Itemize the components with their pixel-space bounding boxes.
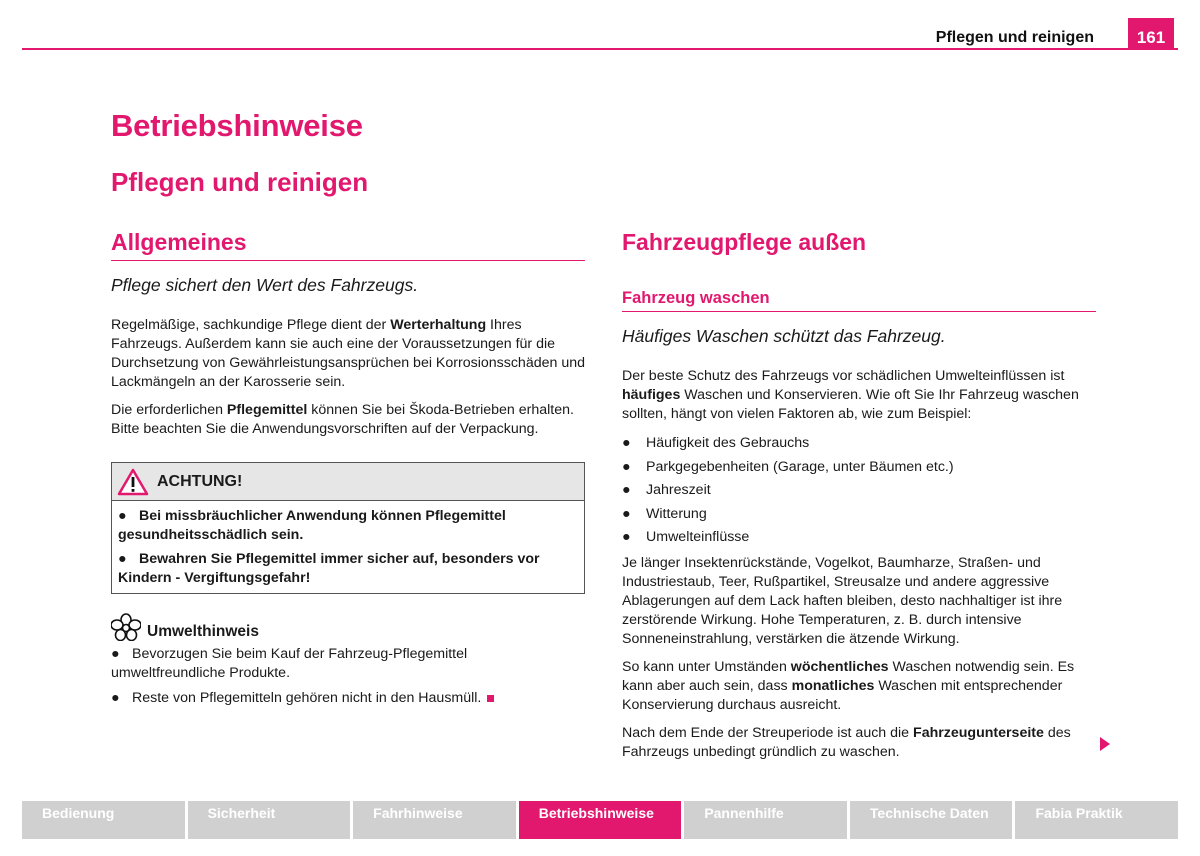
warning-body [112,501,584,593]
tab-sicherheit[interactable]: Sicherheit [188,801,351,839]
environment-note-title: Umwelthinweis [147,623,259,640]
flower-icon [111,613,141,641]
tab-pannenhilfe[interactable]: Pannenhilfe [684,801,847,839]
tab-betriebshinweise[interactable]: Betriebshinweise [519,801,682,839]
chapter-navigation [22,801,1178,839]
page-number: 161 [1128,18,1174,50]
section-end-marker [487,695,494,702]
waschen-paragraph-2: Je länger Insektenrückstände, Vogelkot, Baumharze, Straßen- und Industriestaub, Teer, Rußpartikel, Streusalze und andere aggressive Ablagerungen auf dem Lack haften bleiben, desto nachhaltiger ist ihre zerstörende Wirkung. Hohe Temperaturen, z. B. durch intensive Sonneneinstrahlung, verstärken die ätzende Wirkung. [622,554,1063,647]
right-column [622,229,1096,762]
allgemeines-paragraph-2: Die erforderlichen Pflegemittel können Sie bei Škoda-Betrieben erhalten. Bitte beachten Sie die Anwendungsvorschriften auf der Verpackung. [111,402,574,437]
header-rule [22,48,1178,50]
allgemeines-heading: Allgemeines [111,229,585,261]
tab-bedienung[interactable]: Bedienung [22,801,185,839]
waschen-paragraph-3: So kann unter Umständen wöchentliches Waschen notwendig sein. Es kann aber auch sein, dass monatliches Waschen mit entsprechender Konservierung durchaus ausreicht. [622,658,1075,713]
tab-fabia-praktik[interactable]: Fabia Praktik [1015,801,1178,839]
allgemeines-lead: Pflege sichert den Wert des Fahrzeugs. [111,275,419,295]
left-column [111,229,585,708]
section-title: Pflegen und reinigen [111,167,369,197]
chapter-title: Betriebshinweise [111,108,363,143]
fahrzeug-waschen-heading: Fahrzeug waschen [622,288,1096,312]
fahrzeugpflege-heading: Fahrzeugpflege außen [622,229,867,255]
warning-title: ACHTUNG! [157,473,243,490]
waschen-paragraph-1: Der beste Schutz des Fahrzeugs vor schädlichen Umwelteinflüssen ist häufiges Waschen und Konservieren. Wie oft Sie Ihr Fahrzeug waschen sollten, hängt von vielen Faktoren ab, wie zum Beispiel: [622,368,1079,422]
list-item: ● Häufigkeit des Gebrauchs [622,435,810,451]
list-item: ● Jahreszeit [622,482,711,498]
list-item: ● Parkgegebenheiten (Garage, unter Bäumen etc.) [622,458,954,475]
list-item: ● Witterung [622,505,707,522]
warning-item: ● Bewahren Sie Pflegemittel immer sicher auf, besonders vor Kindern - Vergiftungsgefahr! [118,551,540,586]
list-item: ● Umwelteinflüsse [622,529,750,545]
waschen-paragraph-4: Nach dem Ende der Streuperiode ist auch die Fahrzeugunterseite des Fahrzeugs unbedingt gründlich zu waschen. [622,724,1071,760]
allgemeines-paragraph-1: Regelmäßige, sachkundige Pflege dient der Werterhaltung Ihres Fahrzeugs. Außerdem kann sie auch eine der Voraussetzungen für die Durchsetzung von Gewährleistungsansprüchen bei Korrosionsschäden und Lackmängeln an der Karosserie sein. [111,317,585,390]
warning-triangle-icon [117,468,149,496]
warning-item: ● Bei missbräuchlicher Anwendung können Pflegemittel gesundheitsschädlich sein. [118,508,506,543]
environment-item: ● Reste von Pflegemitteln gehören nicht in den Hausmüll. [111,689,585,708]
tab-technische-daten[interactable]: Technische Daten [850,801,1013,839]
fahrzeug-waschen-lead: Häufiges Waschen schützt das Fahrzeug. [622,326,946,346]
running-header-title: Pflegen und reinigen [935,29,1094,46]
warning-header [112,463,584,501]
factor-list [622,434,1096,552]
environment-note [111,613,585,708]
environment-note-header [111,613,585,641]
continue-arrow-icon[interactable] [1100,737,1110,751]
tab-fahrhinweise[interactable]: Fahrhinweise [353,801,516,839]
environment-item: ● Bevorzugen Sie beim Kauf der Fahrzeug-Pflegemittel umweltfreundliche Produkte. [111,646,468,681]
warning-box [111,462,585,594]
